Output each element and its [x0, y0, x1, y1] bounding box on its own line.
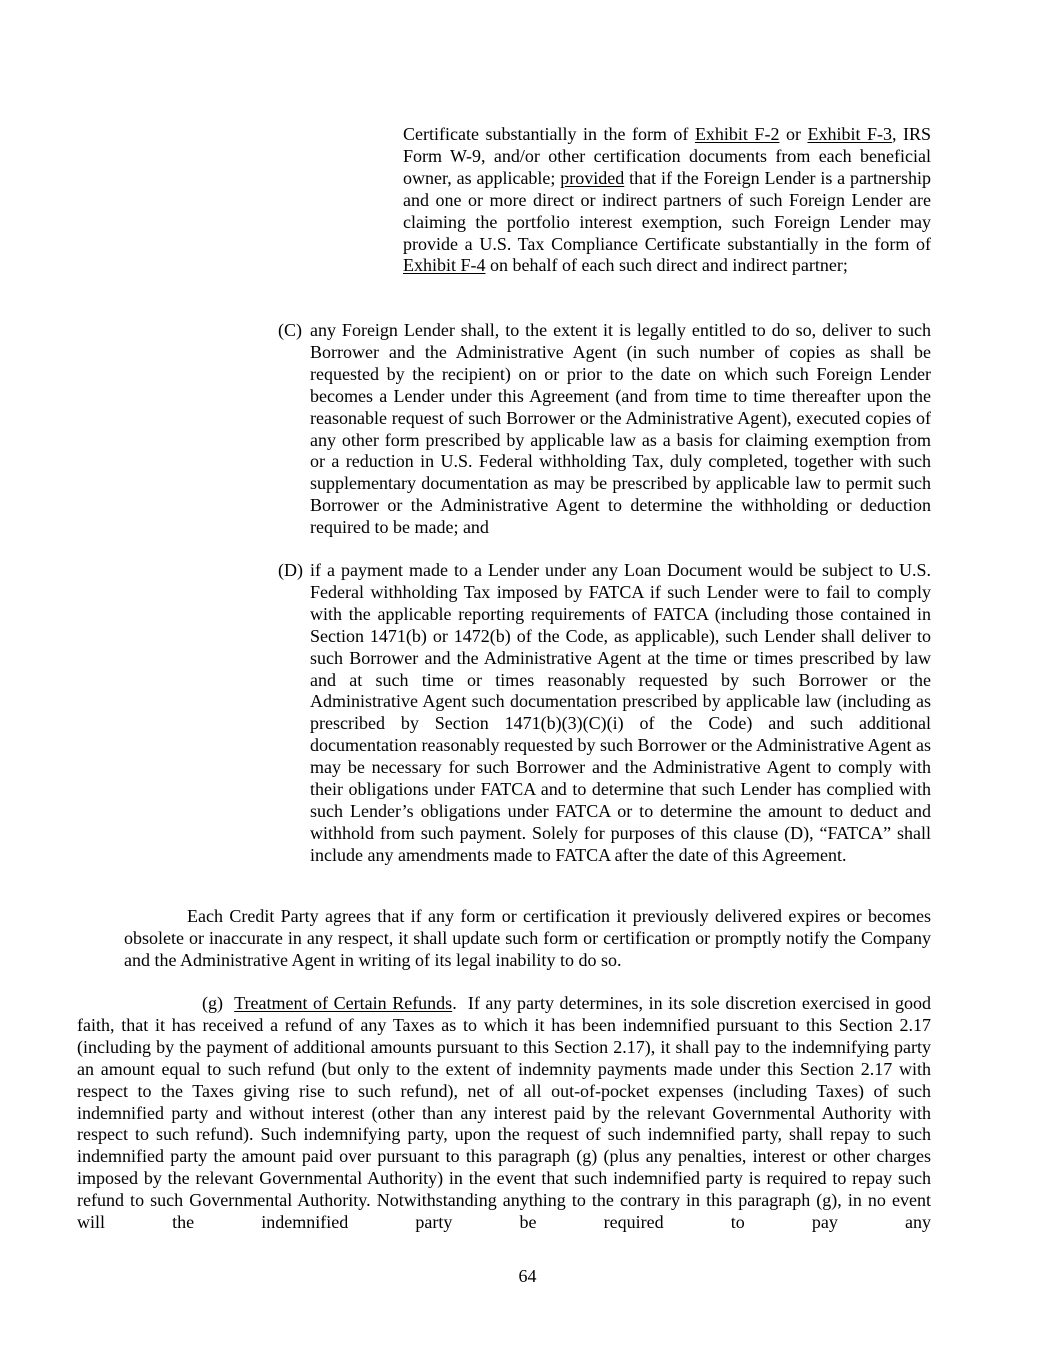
continuation-paragraph: [403, 124, 931, 277]
section-g-heading-period: .: [452, 993, 457, 1013]
clause-c-text: any Foreign Lender shall, to the extent it is legally entitled to do so, deliver to such Borrower and the Administrative Agent (in such number of copies as shall be requested by the recipient) on or prior to the date on which such Foreign Lender becomes a Lender under this Agreement (and from time to time thereafter upon the reasonable request of such Borrower or the Administrative Agent), executed copies of any other form prescribed by applicable law as a basis for claiming exemption from or a reduction in U.S. Federal withholding Tax, duly completed, together with such supplementary documentation as may be prescribed by applicable law to permit such Borrower or the Administrative Agent to determine the withholding or deduction required to be made; and: [310, 320, 931, 538]
page-number: 64: [518, 1266, 537, 1286]
continuation-text-1: Certificate substantially in the form of: [403, 124, 695, 144]
clause-c-label: (C): [278, 320, 302, 340]
credit-party-paragraph: Each Credit Party agrees that if any form or certification it previously delivered expires or becomes obsolete or inaccurate in any respect, it shall update such form or certification or promptly notify the Company and the Administrative Agent in writing of its legal inability to do so.: [124, 906, 931, 970]
continuation-text-4: that if the Foreign Lender is a partnership and one or more direct or indirect partners of such Foreign Lender are claiming the portfolio interest exemption, such Foreign Lender may provide a U.S. Tax Compliance Certificate substantially in the form of: [403, 167, 931, 254]
clause-d: [278, 560, 931, 867]
section-g-heading: Treatment of Certain Refunds: [234, 993, 453, 1013]
section-g-text: If any party determines, in its sole discretion exercised in good faith, that it has received a refund of any Taxes as to which it has been indemnified pursuant to this Section 2.17 (including by the payment of additional amounts pursuant to this Section 2.17), it shall pay to the indemnifying party an amount equal to such refund (but only to the extent of indemnity payments made under this Section 2.17 with respect to the Taxes giving rise to such refund), net of all out-of-pocket expenses (including Taxes) of such indemnified party and without interest (other than any interest paid by the relevant Governmental Authority with respect to such refund). Such indemnifying party, upon the request of such indemnified party, shall repay to such indemnified party the amount paid over pursuant to this paragraph (g) (plus any penalties, interest or other charges imposed by the relevant Governmental Authority) in the event that such indemnified party is required to repay such refund to such Governmental Authority. Notwithstanding anything to the contrary in this paragraph (g), in no event will the indemnified party be required to pay any: [77, 993, 931, 1233]
clause-d-label: (D): [278, 560, 303, 580]
continuation-text-5: on behalf of each such direct and indirect partner;: [485, 255, 848, 276]
clause-d-text: if a payment made to a Lender under any Loan Document would be subject to U.S. Federal withholding Tax imposed by FATCA if such Lender were to fail to comply with the applicable reporting requirements of FATCA (including those contained in Section 1471(b) or 1472(b) of the Code, as applicable), such Lender shall deliver to such Borrower and the Administrative Agent at the time or times prescribed by law and at such time or times reasonably requested by such Borrower or the Administrative Agent such documentation prescribed by applicable law (including as prescribed by Section 1471(b)(3)(C)(i) of the Code) and such additional documentation reasonably requested by such Borrower or the Administrative Agent as may be necessary for such Borrower and the Administrative Agent to comply with their obligations under FATCA and to determine that such Lender has complied with such Lender’s obligations under FATCA or to determine the amount to deduct and withhold from such payment. Solely for purposes of this clause (D), “FATCA” shall include any amendments made to FATCA after the date of this Agreement.: [310, 560, 931, 865]
continuation-text-2: or: [779, 124, 808, 144]
section-g-label: (g): [202, 993, 223, 1013]
exhibit-f4-reference: Exhibit F-4: [403, 255, 486, 276]
exhibit-f3-reference: Exhibit F-3: [807, 124, 892, 144]
clause-c: [278, 320, 931, 539]
provided-term: provided: [560, 167, 625, 188]
exhibit-f2-reference: Exhibit F-2: [694, 124, 780, 144]
continuation-text-3: , IRS Form W-9, and/or other certification documents from each beneficial owner, as applicable;: [403, 124, 931, 188]
section-g-paragraph: [77, 993, 931, 1234]
